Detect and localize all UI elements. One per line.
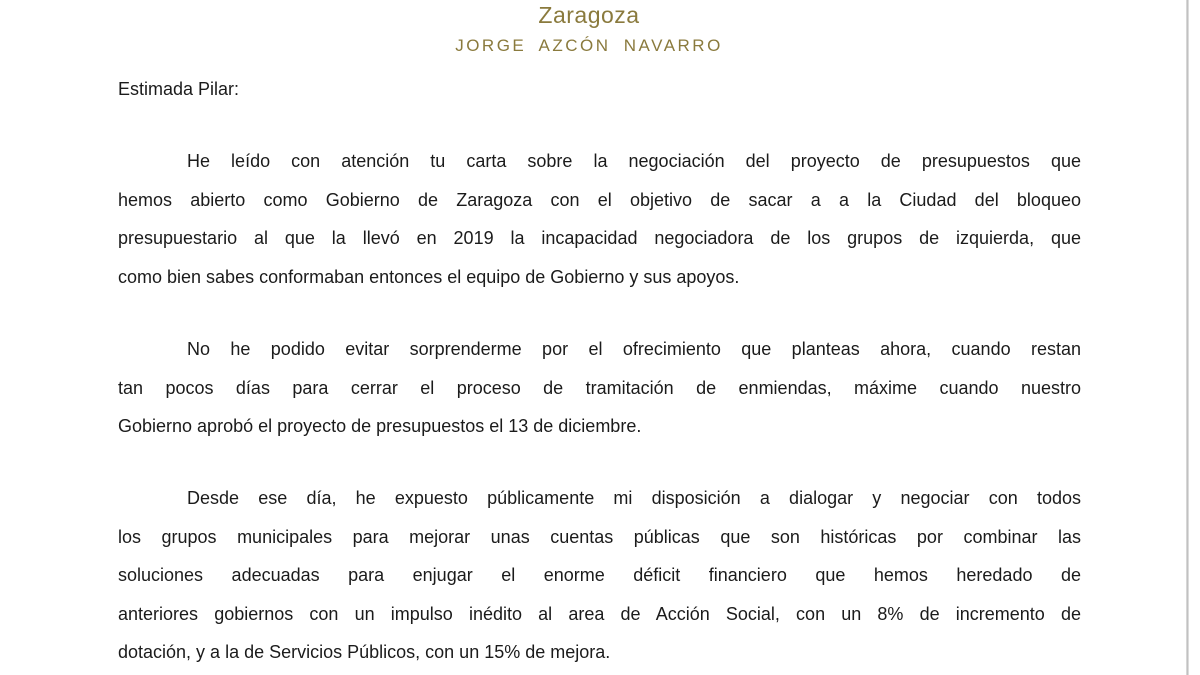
letter-paragraph-1 xyxy=(118,142,1081,296)
letter-salutation: Estimada Pilar: xyxy=(118,79,240,99)
paragraph-line: los grupos municipales para mejorar unas cuentas públicas que son históricas por combinar las xyxy=(118,526,1081,547)
paragraph-line: tan pocos días para cerrar el proceso de tramitación de enmiendas, máxime cuando nuestro xyxy=(118,377,1081,398)
paragraph-line: hemos abierto como Gobierno de Zaragoza con el objetivo de sacar a a la Ciudad del bloqueo xyxy=(118,189,1081,210)
paragraph-line: como bien sabes conformaban entonces el equipo de Gobierno y sus apoyos. xyxy=(118,266,740,287)
page-edge-shadow xyxy=(1186,0,1189,675)
letterhead-city: Zaragoza xyxy=(538,2,640,28)
paragraph-line: He leído con atención tu carta sobre la negociación del proyecto de presupuestos que xyxy=(187,151,1081,171)
paragraph-line: No he podido evitar sorprenderme por el ofrecimiento que planteas ahora, cuando restan xyxy=(187,339,1081,359)
letterhead-name: JORGE AZCÓN NAVARRO xyxy=(455,36,723,55)
paragraph-line: Gobierno aprobó el proyecto de presupuestos el 13 de diciembre. xyxy=(118,416,642,436)
paragraph-line: soluciones adecuadas para enjugar el enorme déficit financiero que hemos heredado de xyxy=(118,565,1081,585)
paragraph-line: Desde ese día, he expuesto públicamente mi disposición a dialogar y negociar con todos xyxy=(187,488,1081,508)
letter-paragraph-3 xyxy=(118,479,1081,672)
paragraph-line: anteriores gobiernos con un impulso inédito al area de Acción Social, con un 8% de incremento de xyxy=(118,603,1081,624)
letter-paragraph-2 xyxy=(118,330,1081,446)
paragraph-line: presupuestario al que la llevó en 2019 la incapacidad negociadora de los grupos de izquierda, que xyxy=(118,228,1081,248)
paragraph-line: dotación, y a la de Servicios Públicos, con un 15% de mejora. xyxy=(118,642,611,662)
